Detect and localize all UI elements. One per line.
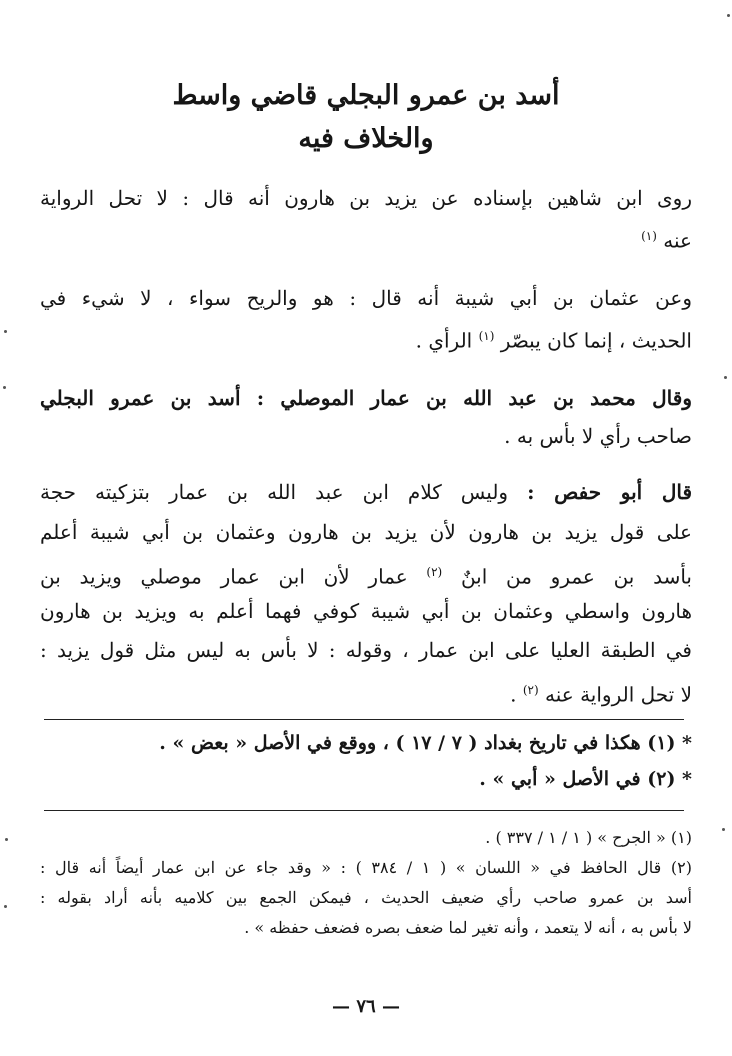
footnote-2-line-1: (٢) قال الحافظ في « اللسان » ( ١ / ٣٨٤ ) : « وقد جاء عن ابن عمار أيضاً أنه قال : <box>40 858 692 877</box>
paragraph-2-line-1: وعن عثمان بن أبي شيبة أنه قال : هو والريح سواء ، لا شيء في <box>40 286 692 310</box>
paragraph-4-line-3 <box>40 558 692 591</box>
text: لا تحل الرواية عنه <box>545 682 692 707</box>
footnote-2-line-2: أسد بن عمرو صاحب رأي ضعيف الحديث ، فيمكن الجمع بين كلاميه بأنه أراد بقوله : <box>40 888 692 907</box>
footnote-ref: (٢) <box>522 683 539 697</box>
divider <box>44 810 684 811</box>
chapter-title-line1: أسد بن عمرو البجلي قاضي واسط <box>172 80 560 111</box>
paragraph-3-line-2: صاحب رأي لا بأس به . <box>504 424 692 448</box>
footnote-ref: (١) <box>641 229 657 243</box>
scan-speck <box>4 905 7 908</box>
footnote-1: (١) « الجرح » ( ١ / ١ / ٣٣٧ ) . <box>485 828 692 847</box>
text: الرأي . <box>415 328 473 353</box>
chapter-title-line2: والخلاف فيه <box>298 123 434 154</box>
footnote-ref: (١) <box>478 329 495 343</box>
editor-note-1: * (١) هكذا في تاريخ بغداد ( ٧ / ١٧ ) ، ووقع في الأصل « بعض » . <box>159 732 692 754</box>
footnote-2-line-3: لا بأس به ، أنه لا يتعمد ، وأنه تغير لما ضعف بصره فضعف حفظه » . <box>244 918 692 937</box>
scan-speck <box>722 828 725 831</box>
page-number: — ٧٦ — <box>332 996 400 1017</box>
paragraph-2-line-2 <box>416 322 692 355</box>
paragraph-1-line-2 <box>641 222 692 255</box>
paragraph-4-line-6 <box>510 676 692 709</box>
paragraph-4-line-5: في الطبقة العليا على ابن عمار ، وقوله : لا بأس به ليس مثل قول يزيد : <box>40 638 692 662</box>
text: وليس كلام ابن عبد الله بن عمار بتزكيته حجة <box>40 480 509 504</box>
text: عنه <box>663 228 692 253</box>
footnote-ref: (٢) <box>426 565 443 579</box>
paragraph-4-line-2: على قول يزيد بن هارون لأن يزيد بن هارون وعثمان بن أبي شيبة أعلم <box>40 520 692 544</box>
editor-note-2: * (٢) في الأصل « أبي » . <box>479 768 692 790</box>
scan-speck <box>3 386 6 389</box>
scan-speck <box>724 376 727 379</box>
scan-speck <box>4 330 7 333</box>
divider <box>44 719 684 720</box>
speaker-label: قال أبو حفص : <box>527 480 693 504</box>
text: . <box>510 682 517 707</box>
paragraph-4-line-4: هارون واسطي وعثمان بن أبي شيبة كوفي فهما أعلم به ويزيد بن هارون <box>40 599 692 623</box>
paragraph-1-line-1: روى ابن شاهين بإسناده عن يزيد بن هارون أنه قال : لا تحل الرواية <box>40 186 692 210</box>
text: الحديث ، إنما كان يبصّر <box>500 328 692 353</box>
paragraph-3-line-1: وقال محمد بن عبد الله بن عمار الموصلي : أسد بن عمرو البجلي <box>40 386 692 410</box>
text: بأسد بن عمرو من ابنٌ <box>460 564 692 589</box>
scan-speck <box>5 838 8 841</box>
scan-speck <box>727 14 730 17</box>
paragraph-4-line-1 <box>40 478 692 506</box>
text: عمار لأن ابن عمار موصلي ويزيد بن <box>40 564 408 589</box>
